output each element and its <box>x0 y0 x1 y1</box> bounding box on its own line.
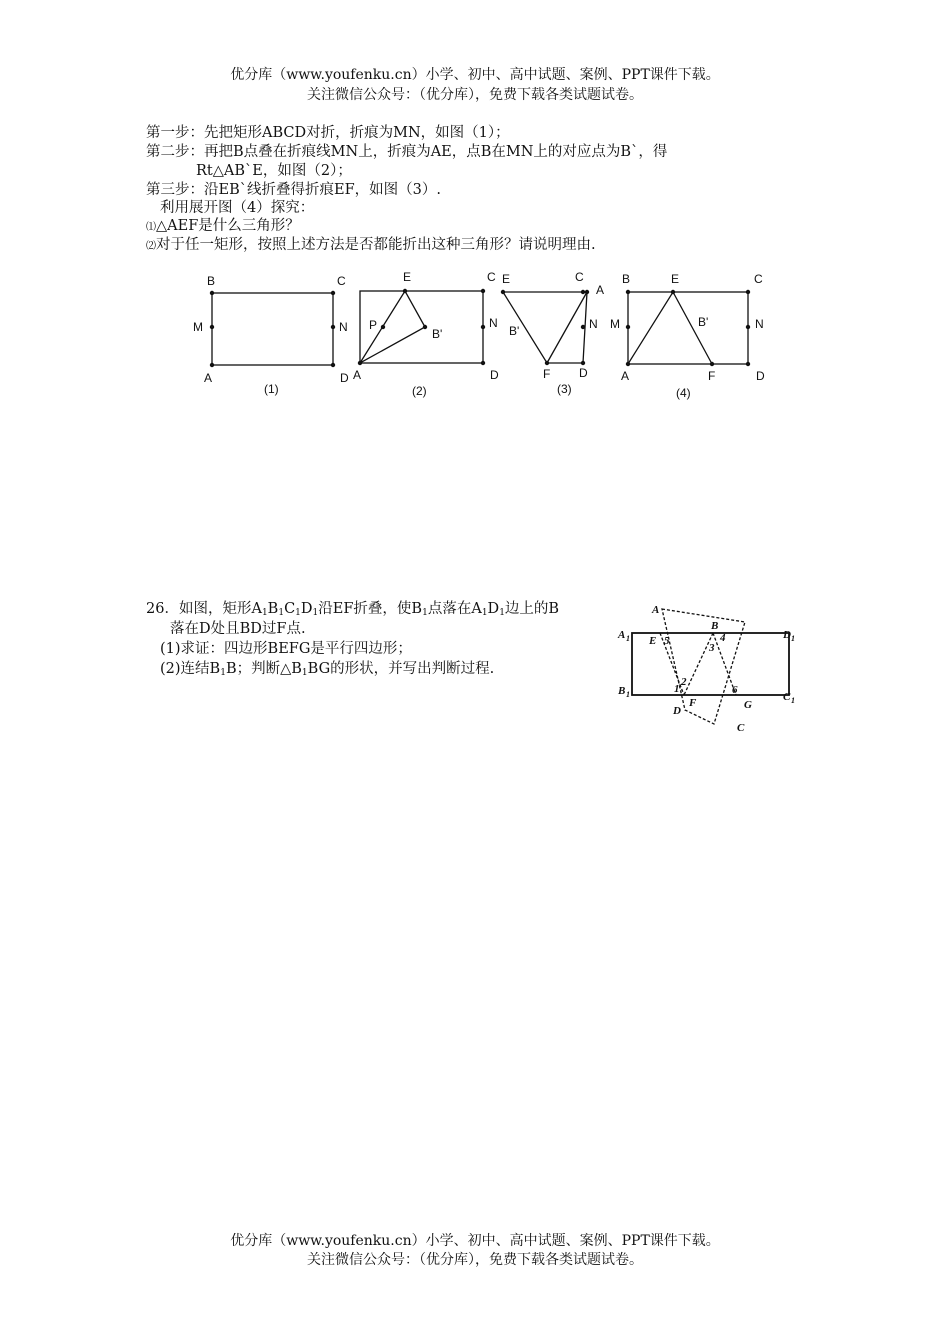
step-1: 第一步：先把矩形ABCD对折，折痕为MN，如图（1）； <box>146 125 510 141</box>
angle-6: 6 <box>732 684 738 696</box>
q26-rect-a-sub: 1 <box>261 608 268 618</box>
question-1-text: △AEF是什么三角形？ <box>156 218 300 234</box>
fig4-rectangle <box>628 292 748 364</box>
footer-line-2: 关注微信公众号：（优分库），免费下载各类试题试卷。 <box>307 1252 643 1268</box>
q26-part-2c: BG的形状，并写出判断过程. <box>307 661 495 677</box>
q26-number: 26． <box>146 601 179 617</box>
angle-1: 1 <box>674 683 680 695</box>
fig2-point-a <box>358 361 362 365</box>
question-1 <box>146 217 300 237</box>
fig2-label-c: C <box>487 270 496 284</box>
fig3-label-d: D <box>579 366 588 380</box>
fig4-caption: (4) <box>676 386 691 400</box>
fig3-point-n <box>581 325 585 329</box>
footer-line-1: 优分库（www.youfenku.cn）小学、初中、高中试题、案例、PPT课件下载。 <box>230 1233 720 1249</box>
fig2-point-c <box>481 289 485 293</box>
q26-rect-d2: D <box>487 601 500 617</box>
fig4-point-b <box>626 290 630 294</box>
fig3-point-a <box>585 290 589 294</box>
q26-part-2b: B；判断△B <box>225 661 302 677</box>
fig3-label-f: F <box>543 367 551 381</box>
fig2-caption: (2) <box>412 384 427 398</box>
q26-line-2: 落在D处且BD过F点. <box>170 621 306 637</box>
fig4-point-a <box>626 362 630 366</box>
label-d1-sub: 1 <box>791 634 795 643</box>
q26-intro-c: 点落在A <box>427 601 482 617</box>
fold-figures <box>0 266 950 406</box>
fig2-point-e <box>403 289 407 293</box>
fig1-rectangle <box>212 293 333 365</box>
label-d1: D <box>783 629 791 641</box>
fig3-label-n: N <box>589 317 598 331</box>
label-e: E <box>649 635 657 647</box>
fig4-point-n <box>746 325 750 329</box>
fig3-point-d <box>581 361 585 365</box>
fig3-point-c <box>581 290 585 294</box>
step-3: 第三步：沿EB`线折叠得折痕EF，如图（3）. <box>146 182 441 198</box>
angle-3: 3 <box>709 642 715 654</box>
q26-rect-d: D <box>300 601 313 617</box>
fig1-label-m: M <box>193 320 203 334</box>
label-g: G <box>744 699 752 711</box>
q26-rect-b: B <box>267 601 279 617</box>
q26-a-sub: 1 <box>481 608 488 618</box>
q26-part-2-sub-2: 1 <box>301 668 308 678</box>
fig4-point-d <box>746 362 750 366</box>
fig4-label-n: N <box>755 317 764 331</box>
fig3-label-b-prime: B' <box>509 324 520 338</box>
fig1-point-d <box>331 363 335 367</box>
fig1-point-m <box>210 325 214 329</box>
label-a: A <box>652 604 660 616</box>
fig2-label-e: E <box>403 270 412 284</box>
fig3-caption: (3) <box>557 382 572 396</box>
fig4-label-e: E <box>671 272 680 286</box>
q26-part-2 <box>160 660 494 683</box>
question-2 <box>146 236 596 256</box>
fig4-point-c <box>746 290 750 294</box>
fig4-label-a: A <box>621 369 630 383</box>
step-2-continued: Rt△AB`E，如图（2）； <box>196 163 352 179</box>
label-c1-sub: 1 <box>791 696 795 705</box>
q26-part-2a: (2)连结B <box>160 661 221 677</box>
fig2-label-d: D <box>490 368 499 382</box>
header-line-1: 优分库（www.youfenku.cn）小学、初中、高中试题、案例、PPT课件下载。 <box>230 67 720 83</box>
fig3-label-a: A <box>596 283 605 297</box>
fig1-point-c <box>331 291 335 295</box>
fig1-point-a <box>210 363 214 367</box>
question-2-text: 对于任一矩形，按照上述方法是否都能折出这种三角形？请说明理由. <box>156 237 596 253</box>
q26-intro-b: 沿EF折叠，使B <box>318 601 423 617</box>
fig2-point-b1 <box>423 325 427 329</box>
question-1-number: ⑴ <box>146 222 156 233</box>
fig4-label-d: D <box>756 369 765 383</box>
step-2: 第二步：再把B点叠在折痕线MN上，折痕为AE，点B在MN上的对应点为B`，得 <box>146 144 668 160</box>
label-b1-sub: 1 <box>626 690 630 699</box>
q26-intro-a: 如图，矩形 <box>178 601 252 617</box>
label-a1-sub: 1 <box>626 634 630 643</box>
fig4-label-m: M <box>610 317 620 331</box>
label-b: B <box>711 620 719 632</box>
fig3-label-c: C <box>575 270 584 284</box>
angle-2: 2 <box>681 676 687 688</box>
label-a1: A <box>618 629 626 641</box>
fig3-point-e <box>501 290 505 294</box>
fig3-label-e: E <box>502 272 511 286</box>
fig1-point-n <box>331 325 335 329</box>
fig4-point-e <box>671 290 675 294</box>
label-b1: B <box>618 685 626 697</box>
fig2-point-n <box>481 325 485 329</box>
label-f: F <box>689 697 697 709</box>
label-d: D <box>673 705 681 717</box>
fig2-point-p <box>381 325 385 329</box>
fig4-label-b-prime: B' <box>698 315 709 329</box>
fig4-point-f <box>710 362 714 366</box>
fig2-label-a: A <box>353 368 362 382</box>
fig1-point-b <box>210 291 214 295</box>
fig1-label-b: B <box>207 274 216 288</box>
fig1-label-n: N <box>339 320 348 334</box>
fig1-caption: (1) <box>264 382 279 396</box>
q26-rect-c-sub: 1 <box>295 608 301 618</box>
q26-fold-figure <box>610 600 810 740</box>
q26-rect-d-sub: 1 <box>312 608 319 618</box>
fig4-label-c: C <box>754 272 763 286</box>
fig1-label-a: A <box>204 371 213 385</box>
fig1-label-d: D <box>340 371 349 385</box>
fig4-label-f: F <box>708 369 716 383</box>
q26-rect-a: A <box>251 601 262 617</box>
angle-4: 4 <box>720 632 726 644</box>
fig1-label-c: C <box>337 274 346 288</box>
header-line-2: 关注微信公众号：（优分库），免费下载各类试题试卷。 <box>307 87 643 103</box>
q26-part-1: (1)求证：四边形BEFG是平行四边形； <box>160 641 412 657</box>
q26-d-sub: 1 <box>499 608 505 618</box>
fig4-point-m <box>626 325 630 329</box>
fig3-point-f <box>545 361 549 365</box>
q26-part-2-sub-1: 1 <box>220 668 226 678</box>
explore-prompt: 利用展开图（4）探究： <box>160 200 315 216</box>
q26-b-sub: 1 <box>422 608 428 618</box>
question-2-number: ⑵ <box>146 241 156 252</box>
fig2-label-p: P <box>369 318 378 332</box>
fig2-point-d <box>481 361 485 365</box>
fig2-label-n: N <box>489 316 498 330</box>
fig4-label-b: B <box>622 272 631 286</box>
q26-rect-c: C <box>284 601 296 617</box>
label-c: C <box>737 722 745 734</box>
label-c1: C <box>783 691 791 703</box>
angle-5: 5 <box>664 635 670 647</box>
fig2-label-b-prime: B' <box>432 327 443 341</box>
q26-intro-d: 边上的B <box>504 601 560 617</box>
q26-rect-b-sub: 1 <box>278 608 285 618</box>
